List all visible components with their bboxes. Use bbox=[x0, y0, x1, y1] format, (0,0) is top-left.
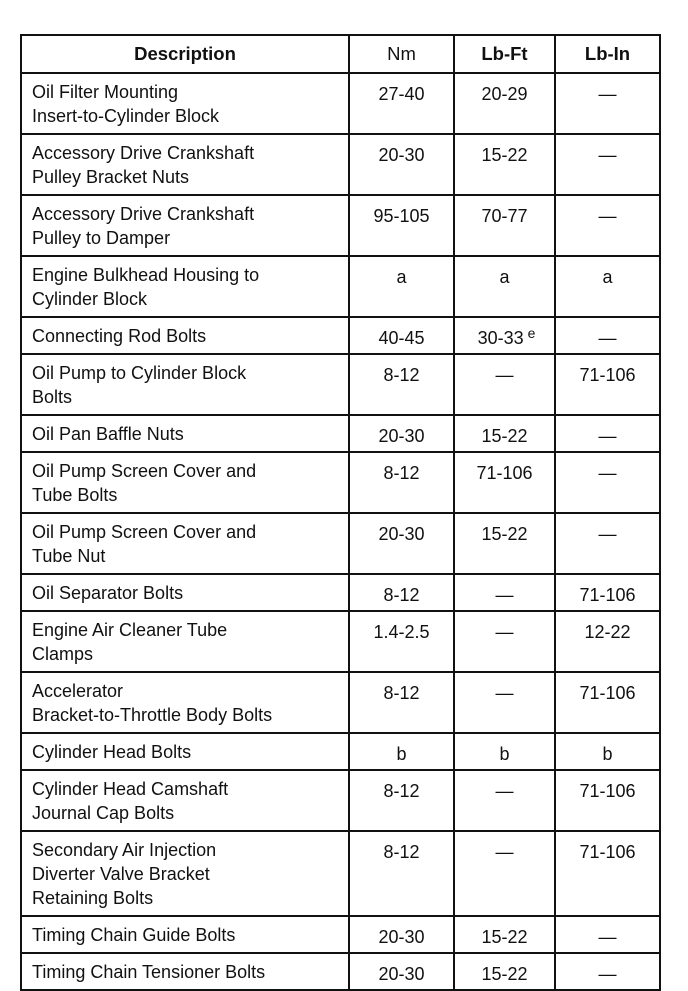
description-cell bbox=[21, 513, 349, 574]
lb-in-cell-value: — bbox=[598, 964, 617, 984]
description-line: Secondary Air Injection bbox=[32, 840, 217, 860]
lb-ft-cell-value: — bbox=[495, 585, 514, 605]
description-line: Journal Cap Bolts bbox=[32, 803, 175, 823]
table-row bbox=[21, 452, 660, 513]
nm-cell bbox=[349, 916, 454, 953]
description-cell bbox=[21, 73, 349, 134]
nm-cell bbox=[349, 452, 454, 513]
lb-in-cell bbox=[555, 317, 660, 354]
nm-cell bbox=[349, 317, 454, 354]
table-row bbox=[21, 195, 660, 256]
lb-in-cell bbox=[555, 770, 660, 831]
lb-in-cell-value: — bbox=[598, 328, 617, 348]
description-line: Connecting Rod Bolts bbox=[32, 326, 207, 346]
table-row bbox=[21, 831, 660, 916]
description-line: Timing Chain Tensioner Bolts bbox=[32, 962, 266, 982]
nm-cell-value: b bbox=[396, 744, 407, 764]
lb-in-cell-value: 71-106 bbox=[579, 585, 636, 605]
description-line: Cylinder Head Bolts bbox=[32, 742, 192, 762]
description-line: Timing Chain Guide Bolts bbox=[32, 925, 236, 945]
lb-in-cell-value: 71-106 bbox=[579, 683, 636, 703]
nm-cell-value: 8-12 bbox=[383, 842, 420, 862]
lb-ft-cell-value: b bbox=[499, 744, 510, 764]
lb-ft-cell-value: 15-22 bbox=[481, 964, 528, 984]
nm-cell-value: 95-105 bbox=[373, 206, 430, 226]
table-row bbox=[21, 415, 660, 452]
table-row bbox=[21, 134, 660, 195]
description-line: Oil Pump Screen Cover and bbox=[32, 522, 257, 542]
description-cell bbox=[21, 134, 349, 195]
description-cell bbox=[21, 672, 349, 733]
lb-in-cell bbox=[555, 916, 660, 953]
lb-in-cell-value: 12-22 bbox=[584, 622, 631, 642]
description-cell bbox=[21, 831, 349, 916]
lb-ft-cell bbox=[454, 317, 555, 354]
description-line: Clamps bbox=[32, 644, 94, 664]
description-cell bbox=[21, 916, 349, 953]
description-cell bbox=[21, 574, 349, 611]
nm-cell-value: 20-30 bbox=[378, 145, 425, 165]
nm-cell-value: 20-30 bbox=[378, 927, 425, 947]
table-row bbox=[21, 73, 660, 134]
header-nm: Nm bbox=[349, 35, 454, 73]
lb-ft-cell bbox=[454, 574, 555, 611]
description-cell bbox=[21, 415, 349, 452]
lb-ft-cell bbox=[454, 452, 555, 513]
lb-in-cell-value: 71-106 bbox=[579, 781, 636, 801]
description-line: Engine Bulkhead Housing to bbox=[32, 265, 260, 285]
lb-ft-cell-value: 70-77 bbox=[481, 206, 528, 226]
header-lb-ft: Lb-Ft bbox=[454, 35, 555, 73]
lb-ft-cell-value: — bbox=[495, 683, 514, 703]
description-cell bbox=[21, 611, 349, 672]
description-line: Oil Separator Bolts bbox=[32, 583, 184, 603]
description-line: Accelerator bbox=[32, 681, 124, 701]
nm-cell-value: 8-12 bbox=[383, 463, 420, 483]
lb-ft-cell bbox=[454, 770, 555, 831]
lb-in-cell-value: — bbox=[598, 206, 617, 226]
nm-cell-value: a bbox=[396, 267, 407, 287]
description-cell bbox=[21, 733, 349, 770]
nm-cell bbox=[349, 611, 454, 672]
nm-cell bbox=[349, 73, 454, 134]
nm-cell bbox=[349, 354, 454, 415]
lb-in-cell-value: b bbox=[602, 744, 613, 764]
lb-in-cell-value: 71-106 bbox=[579, 365, 636, 385]
lb-ft-cell-value: 20-29 bbox=[481, 84, 528, 104]
description-cell bbox=[21, 770, 349, 831]
table-row bbox=[21, 317, 660, 354]
lb-in-cell bbox=[555, 513, 660, 574]
lb-in-cell bbox=[555, 831, 660, 916]
lb-ft-cell bbox=[454, 134, 555, 195]
header-row bbox=[21, 35, 660, 73]
description-line: Pulley Bracket Nuts bbox=[32, 167, 190, 187]
description-line: Oil Filter Mounting bbox=[32, 82, 179, 102]
nm-cell-value: 8-12 bbox=[383, 365, 420, 385]
table-row bbox=[21, 770, 660, 831]
description-line: Oil Pan Baffle Nuts bbox=[32, 424, 184, 444]
nm-cell bbox=[349, 770, 454, 831]
lb-in-cell bbox=[555, 452, 660, 513]
lb-in-cell bbox=[555, 415, 660, 452]
nm-cell bbox=[349, 831, 454, 916]
nm-cell-value: 8-12 bbox=[383, 781, 420, 801]
nm-cell bbox=[349, 415, 454, 452]
table-row bbox=[21, 574, 660, 611]
description-line: Pulley to Damper bbox=[32, 228, 171, 248]
nm-cell-value: 8-12 bbox=[383, 585, 420, 605]
nm-cell bbox=[349, 256, 454, 317]
lb-ft-cell bbox=[454, 256, 555, 317]
lb-ft-cell-value: — bbox=[495, 842, 514, 862]
lb-ft-cell-value: 15-22 bbox=[481, 927, 528, 947]
description-cell bbox=[21, 354, 349, 415]
lb-ft-cell-value: a bbox=[499, 267, 510, 287]
lb-in-cell bbox=[555, 256, 660, 317]
lb-ft-cell bbox=[454, 354, 555, 415]
lb-in-cell bbox=[555, 354, 660, 415]
description-line: Oil Pump Screen Cover and bbox=[32, 461, 257, 481]
lb-in-cell bbox=[555, 134, 660, 195]
nm-cell-value: 8-12 bbox=[383, 683, 420, 703]
nm-cell bbox=[349, 513, 454, 574]
footnote-marker: e bbox=[527, 325, 536, 341]
lb-ft-cell bbox=[454, 195, 555, 256]
header-lb-in: Lb-In bbox=[555, 35, 660, 73]
lb-in-cell-value: a bbox=[602, 267, 613, 287]
description-cell bbox=[21, 317, 349, 354]
lb-in-cell bbox=[555, 733, 660, 770]
lb-ft-cell-value: — bbox=[495, 781, 514, 801]
table-row bbox=[21, 953, 660, 990]
description-line: Cylinder Block bbox=[32, 289, 148, 309]
lb-ft-cell-value: 30-33 bbox=[477, 328, 524, 348]
description-line: Bracket-to-Throttle Body Bolts bbox=[32, 705, 273, 725]
table-row bbox=[21, 611, 660, 672]
nm-cell bbox=[349, 953, 454, 990]
lb-in-cell bbox=[555, 672, 660, 733]
lb-ft-cell-value: — bbox=[495, 365, 514, 385]
nm-cell-value: 40-45 bbox=[378, 328, 425, 348]
lb-in-cell-value: — bbox=[598, 145, 617, 165]
nm-cell-value: 27-40 bbox=[378, 84, 425, 104]
header-description: Description bbox=[21, 35, 349, 73]
table-row bbox=[21, 672, 660, 733]
description-line: Tube Bolts bbox=[32, 485, 118, 505]
lb-in-cell bbox=[555, 953, 660, 990]
lb-ft-cell bbox=[454, 672, 555, 733]
description-line: Tube Nut bbox=[32, 546, 106, 566]
lb-ft-cell bbox=[454, 916, 555, 953]
table-row bbox=[21, 513, 660, 574]
nm-cell-value: 1.4-2.5 bbox=[373, 622, 430, 642]
description-line: Accessory Drive Crankshaft bbox=[32, 204, 255, 224]
nm-cell bbox=[349, 733, 454, 770]
table-row bbox=[21, 354, 660, 415]
lb-in-cell bbox=[555, 73, 660, 134]
nm-cell-value: 20-30 bbox=[378, 964, 425, 984]
description-cell bbox=[21, 195, 349, 256]
lb-ft-cell-value: — bbox=[495, 622, 514, 642]
table-row bbox=[21, 916, 660, 953]
description-line: Diverter Valve Bracket bbox=[32, 864, 210, 884]
description-line: Bolts bbox=[32, 387, 73, 407]
lb-in-cell-value: — bbox=[598, 524, 617, 544]
description-cell bbox=[21, 256, 349, 317]
description-line: Cylinder Head Camshaft bbox=[32, 779, 229, 799]
lb-ft-cell bbox=[454, 513, 555, 574]
description-line: Oil Pump to Cylinder Block bbox=[32, 363, 247, 383]
lb-in-cell-value: — bbox=[598, 463, 617, 483]
description-line: Engine Air Cleaner Tube bbox=[32, 620, 228, 640]
lb-in-cell bbox=[555, 195, 660, 256]
description-line: Retaining Bolts bbox=[32, 888, 154, 908]
description-cell bbox=[21, 953, 349, 990]
table-body bbox=[21, 73, 660, 990]
table-row bbox=[21, 733, 660, 770]
description-line: Accessory Drive Crankshaft bbox=[32, 143, 255, 163]
lb-ft-cell bbox=[454, 733, 555, 770]
lb-ft-cell-value: 71-106 bbox=[476, 463, 533, 483]
lb-ft-cell-value: 15-22 bbox=[481, 145, 528, 165]
description-cell bbox=[21, 452, 349, 513]
lb-ft-cell bbox=[454, 415, 555, 452]
lb-ft-cell bbox=[454, 611, 555, 672]
nm-cell bbox=[349, 672, 454, 733]
lb-in-cell-value: — bbox=[598, 426, 617, 446]
lb-in-cell-value: 71-106 bbox=[579, 842, 636, 862]
lb-ft-cell bbox=[454, 73, 555, 134]
lb-ft-cell-value: 15-22 bbox=[481, 524, 528, 544]
nm-cell bbox=[349, 195, 454, 256]
nm-cell bbox=[349, 134, 454, 195]
nm-cell-value: 20-30 bbox=[378, 426, 425, 446]
lb-in-cell bbox=[555, 611, 660, 672]
torque-spec-table bbox=[20, 34, 661, 991]
lb-in-cell-value: — bbox=[598, 927, 617, 947]
description-line: Insert-to-Cylinder Block bbox=[32, 106, 220, 126]
lb-ft-cell bbox=[454, 831, 555, 916]
nm-cell bbox=[349, 574, 454, 611]
lb-in-cell bbox=[555, 574, 660, 611]
nm-cell-value: 20-30 bbox=[378, 524, 425, 544]
table-row bbox=[21, 256, 660, 317]
lb-ft-cell bbox=[454, 953, 555, 990]
lb-in-cell-value: — bbox=[598, 84, 617, 104]
lb-ft-cell-value: 15-22 bbox=[481, 426, 528, 446]
